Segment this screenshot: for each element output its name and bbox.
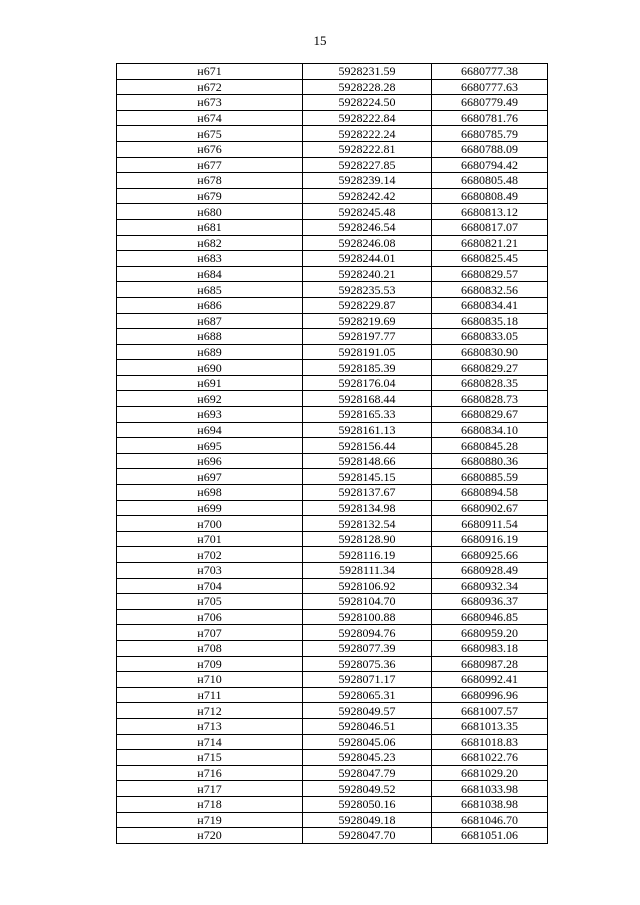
x-coordinate-cell: 5928106.92 xyxy=(303,578,432,594)
table-row xyxy=(117,375,548,391)
y-coordinate-cell: 6680828.35 xyxy=(432,375,548,391)
coordinates-table-body xyxy=(117,64,548,844)
table-row xyxy=(117,219,548,235)
point-id-cell: н683 xyxy=(117,251,303,267)
table-row xyxy=(117,110,548,126)
table-row xyxy=(117,672,548,688)
point-id-cell: н706 xyxy=(117,609,303,625)
x-coordinate-cell: 5928156.44 xyxy=(303,438,432,454)
point-id-cell: н686 xyxy=(117,297,303,313)
x-coordinate-cell: 5928046.51 xyxy=(303,718,432,734)
x-coordinate-cell: 5928132.54 xyxy=(303,516,432,532)
x-coordinate-cell: 5928094.76 xyxy=(303,625,432,641)
point-id-cell: н692 xyxy=(117,391,303,407)
table-row xyxy=(117,188,548,204)
y-coordinate-cell: 6680829.67 xyxy=(432,407,548,423)
x-coordinate-cell: 5928227.85 xyxy=(303,157,432,173)
table-row xyxy=(117,64,548,80)
x-coordinate-cell: 5928128.90 xyxy=(303,531,432,547)
x-coordinate-cell: 5928222.84 xyxy=(303,110,432,126)
point-id-cell: н697 xyxy=(117,469,303,485)
table-row xyxy=(117,313,548,329)
table-row xyxy=(117,126,548,142)
x-coordinate-cell: 5928071.17 xyxy=(303,672,432,688)
y-coordinate-cell: 6680911.54 xyxy=(432,516,548,532)
x-coordinate-cell: 5928165.33 xyxy=(303,407,432,423)
point-id-cell: н673 xyxy=(117,95,303,111)
table-row xyxy=(117,531,548,547)
y-coordinate-cell: 6680829.57 xyxy=(432,266,548,282)
y-coordinate-cell: 6680821.21 xyxy=(432,235,548,251)
table-row xyxy=(117,344,548,360)
y-coordinate-cell: 6680932.34 xyxy=(432,578,548,594)
point-id-cell: н677 xyxy=(117,157,303,173)
point-id-cell: н690 xyxy=(117,360,303,376)
point-id-cell: н675 xyxy=(117,126,303,142)
x-coordinate-cell: 5928145.15 xyxy=(303,469,432,485)
x-coordinate-cell: 5928242.42 xyxy=(303,188,432,204)
x-coordinate-cell: 5928222.24 xyxy=(303,126,432,142)
y-coordinate-cell: 6680885.59 xyxy=(432,469,548,485)
x-coordinate-cell: 5928050.16 xyxy=(303,796,432,812)
y-coordinate-cell: 6681033.98 xyxy=(432,781,548,797)
x-coordinate-cell: 5928224.50 xyxy=(303,95,432,111)
table-row xyxy=(117,141,548,157)
x-coordinate-cell: 5928235.53 xyxy=(303,282,432,298)
x-coordinate-cell: 5928245.48 xyxy=(303,204,432,220)
y-coordinate-cell: 6680777.63 xyxy=(432,79,548,95)
y-coordinate-cell: 6680834.41 xyxy=(432,297,548,313)
x-coordinate-cell: 5928240.21 xyxy=(303,266,432,282)
x-coordinate-cell: 5928049.52 xyxy=(303,781,432,797)
table-row xyxy=(117,79,548,95)
point-id-cell: н713 xyxy=(117,718,303,734)
point-id-cell: н680 xyxy=(117,204,303,220)
table-row xyxy=(117,656,548,672)
x-coordinate-cell: 5928246.54 xyxy=(303,219,432,235)
y-coordinate-cell: 6680894.58 xyxy=(432,485,548,501)
point-id-cell: н694 xyxy=(117,422,303,438)
x-coordinate-cell: 5928134.98 xyxy=(303,500,432,516)
y-coordinate-cell: 6680788.09 xyxy=(432,141,548,157)
point-id-cell: н682 xyxy=(117,235,303,251)
point-id-cell: н700 xyxy=(117,516,303,532)
point-id-cell: н709 xyxy=(117,656,303,672)
table-row xyxy=(117,516,548,532)
x-coordinate-cell: 5928176.04 xyxy=(303,375,432,391)
point-id-cell: н717 xyxy=(117,781,303,797)
x-coordinate-cell: 5928111.34 xyxy=(303,563,432,579)
x-coordinate-cell: 5928045.06 xyxy=(303,734,432,750)
point-id-cell: н712 xyxy=(117,703,303,719)
y-coordinate-cell: 6680996.96 xyxy=(432,687,548,703)
point-id-cell: н710 xyxy=(117,672,303,688)
point-id-cell: н696 xyxy=(117,453,303,469)
x-coordinate-cell: 5928246.08 xyxy=(303,235,432,251)
y-coordinate-cell: 6681018.83 xyxy=(432,734,548,750)
x-coordinate-cell: 5928065.31 xyxy=(303,687,432,703)
point-id-cell: н705 xyxy=(117,594,303,610)
x-coordinate-cell: 5928148.66 xyxy=(303,453,432,469)
y-coordinate-cell: 6680828.73 xyxy=(432,391,548,407)
y-coordinate-cell: 6680830.90 xyxy=(432,344,548,360)
table-row xyxy=(117,703,548,719)
table-row xyxy=(117,453,548,469)
page-number: 15 xyxy=(313,33,327,48)
point-id-cell: н719 xyxy=(117,812,303,828)
y-coordinate-cell: 6680936.37 xyxy=(432,594,548,610)
y-coordinate-cell: 6681046.70 xyxy=(432,812,548,828)
table-row xyxy=(117,360,548,376)
table-row xyxy=(117,500,548,516)
x-coordinate-cell: 5928228.28 xyxy=(303,79,432,95)
y-coordinate-cell: 6681029.20 xyxy=(432,765,548,781)
table-row xyxy=(117,422,548,438)
y-coordinate-cell: 6680834.10 xyxy=(432,422,548,438)
x-coordinate-cell: 5928077.39 xyxy=(303,640,432,656)
y-coordinate-cell: 6680781.76 xyxy=(432,110,548,126)
y-coordinate-cell: 6680835.18 xyxy=(432,313,548,329)
point-id-cell: н688 xyxy=(117,329,303,345)
point-id-cell: н678 xyxy=(117,173,303,189)
table-row xyxy=(117,438,548,454)
x-coordinate-cell: 5928100.88 xyxy=(303,609,432,625)
y-coordinate-cell: 6680785.79 xyxy=(432,126,548,142)
table-row xyxy=(117,640,548,656)
table-row xyxy=(117,718,548,734)
y-coordinate-cell: 6680983.18 xyxy=(432,640,548,656)
x-coordinate-cell: 5928045.23 xyxy=(303,750,432,766)
table-row xyxy=(117,204,548,220)
y-coordinate-cell: 6681013.35 xyxy=(432,718,548,734)
y-coordinate-cell: 6680832.56 xyxy=(432,282,548,298)
point-id-cell: н714 xyxy=(117,734,303,750)
table-row xyxy=(117,812,548,828)
x-coordinate-cell: 5928231.59 xyxy=(303,64,432,80)
table-row xyxy=(117,157,548,173)
table-row xyxy=(117,734,548,750)
table-row xyxy=(117,251,548,267)
x-coordinate-cell: 5928185.39 xyxy=(303,360,432,376)
table-row xyxy=(117,828,548,844)
table-row xyxy=(117,485,548,501)
point-id-cell: н681 xyxy=(117,219,303,235)
y-coordinate-cell: 6680992.41 xyxy=(432,672,548,688)
point-id-cell: н693 xyxy=(117,407,303,423)
y-coordinate-cell: 6680808.49 xyxy=(432,188,548,204)
point-id-cell: н672 xyxy=(117,79,303,95)
point-id-cell: н671 xyxy=(117,64,303,80)
table-row xyxy=(117,594,548,610)
y-coordinate-cell: 6681007.57 xyxy=(432,703,548,719)
x-coordinate-cell: 5928229.87 xyxy=(303,297,432,313)
point-id-cell: н702 xyxy=(117,547,303,563)
point-id-cell: н691 xyxy=(117,375,303,391)
point-id-cell: н707 xyxy=(117,625,303,641)
x-coordinate-cell: 5928104.70 xyxy=(303,594,432,610)
table-row xyxy=(117,625,548,641)
point-id-cell: н701 xyxy=(117,531,303,547)
point-id-cell: н704 xyxy=(117,578,303,594)
y-coordinate-cell: 6681051.06 xyxy=(432,828,548,844)
table-row xyxy=(117,297,548,313)
coordinates-table xyxy=(116,63,548,844)
x-coordinate-cell: 5928161.13 xyxy=(303,422,432,438)
table-row xyxy=(117,235,548,251)
table-row xyxy=(117,578,548,594)
x-coordinate-cell: 5928244.01 xyxy=(303,251,432,267)
y-coordinate-cell: 6681038.98 xyxy=(432,796,548,812)
y-coordinate-cell: 6680813.12 xyxy=(432,204,548,220)
y-coordinate-cell: 6680946.85 xyxy=(432,609,548,625)
point-id-cell: н708 xyxy=(117,640,303,656)
table-row xyxy=(117,750,548,766)
table-row xyxy=(117,407,548,423)
y-coordinate-cell: 6680959.20 xyxy=(432,625,548,641)
x-coordinate-cell: 5928219.69 xyxy=(303,313,432,329)
y-coordinate-cell: 6680880.36 xyxy=(432,453,548,469)
point-id-cell: н716 xyxy=(117,765,303,781)
x-coordinate-cell: 5928191.05 xyxy=(303,344,432,360)
y-coordinate-cell: 6680829.27 xyxy=(432,360,548,376)
y-coordinate-cell: 6681022.76 xyxy=(432,750,548,766)
x-coordinate-cell: 5928168.44 xyxy=(303,391,432,407)
table-row xyxy=(117,796,548,812)
x-coordinate-cell: 5928222.81 xyxy=(303,141,432,157)
y-coordinate-cell: 6680779.49 xyxy=(432,95,548,111)
point-id-cell: н687 xyxy=(117,313,303,329)
table-row xyxy=(117,173,548,189)
table-row xyxy=(117,609,548,625)
table-row xyxy=(117,469,548,485)
table-row xyxy=(117,563,548,579)
table-row xyxy=(117,95,548,111)
table-row xyxy=(117,282,548,298)
x-coordinate-cell: 5928075.36 xyxy=(303,656,432,672)
y-coordinate-cell: 6680916.19 xyxy=(432,531,548,547)
x-coordinate-cell: 5928049.18 xyxy=(303,812,432,828)
y-coordinate-cell: 6680817.07 xyxy=(432,219,548,235)
point-id-cell: н720 xyxy=(117,828,303,844)
table-row xyxy=(117,391,548,407)
y-coordinate-cell: 6680825.45 xyxy=(432,251,548,267)
point-id-cell: н699 xyxy=(117,500,303,516)
y-coordinate-cell: 6680805.48 xyxy=(432,173,548,189)
point-id-cell: н684 xyxy=(117,266,303,282)
table-row xyxy=(117,687,548,703)
y-coordinate-cell: 6680902.67 xyxy=(432,500,548,516)
point-id-cell: н711 xyxy=(117,687,303,703)
y-coordinate-cell: 6680845.28 xyxy=(432,438,548,454)
x-coordinate-cell: 5928197.77 xyxy=(303,329,432,345)
x-coordinate-cell: 5928047.79 xyxy=(303,765,432,781)
point-id-cell: н685 xyxy=(117,282,303,298)
table-row xyxy=(117,266,548,282)
x-coordinate-cell: 5928049.57 xyxy=(303,703,432,719)
point-id-cell: н718 xyxy=(117,796,303,812)
y-coordinate-cell: 6680928.49 xyxy=(432,563,548,579)
x-coordinate-cell: 5928239.14 xyxy=(303,173,432,189)
table-row xyxy=(117,329,548,345)
point-id-cell: н698 xyxy=(117,485,303,501)
table-row xyxy=(117,781,548,797)
y-coordinate-cell: 6680777.38 xyxy=(432,64,548,80)
point-id-cell: н695 xyxy=(117,438,303,454)
y-coordinate-cell: 6680925.66 xyxy=(432,547,548,563)
x-coordinate-cell: 5928116.19 xyxy=(303,547,432,563)
y-coordinate-cell: 6680833.05 xyxy=(432,329,548,345)
point-id-cell: н703 xyxy=(117,563,303,579)
x-coordinate-cell: 5928137.67 xyxy=(303,485,432,501)
table-row xyxy=(117,765,548,781)
point-id-cell: н689 xyxy=(117,344,303,360)
point-id-cell: н674 xyxy=(117,110,303,126)
x-coordinate-cell: 5928047.70 xyxy=(303,828,432,844)
point-id-cell: н679 xyxy=(117,188,303,204)
y-coordinate-cell: 6680987.28 xyxy=(432,656,548,672)
y-coordinate-cell: 6680794.42 xyxy=(432,157,548,173)
point-id-cell: н676 xyxy=(117,141,303,157)
point-id-cell: н715 xyxy=(117,750,303,766)
table-row xyxy=(117,547,548,563)
